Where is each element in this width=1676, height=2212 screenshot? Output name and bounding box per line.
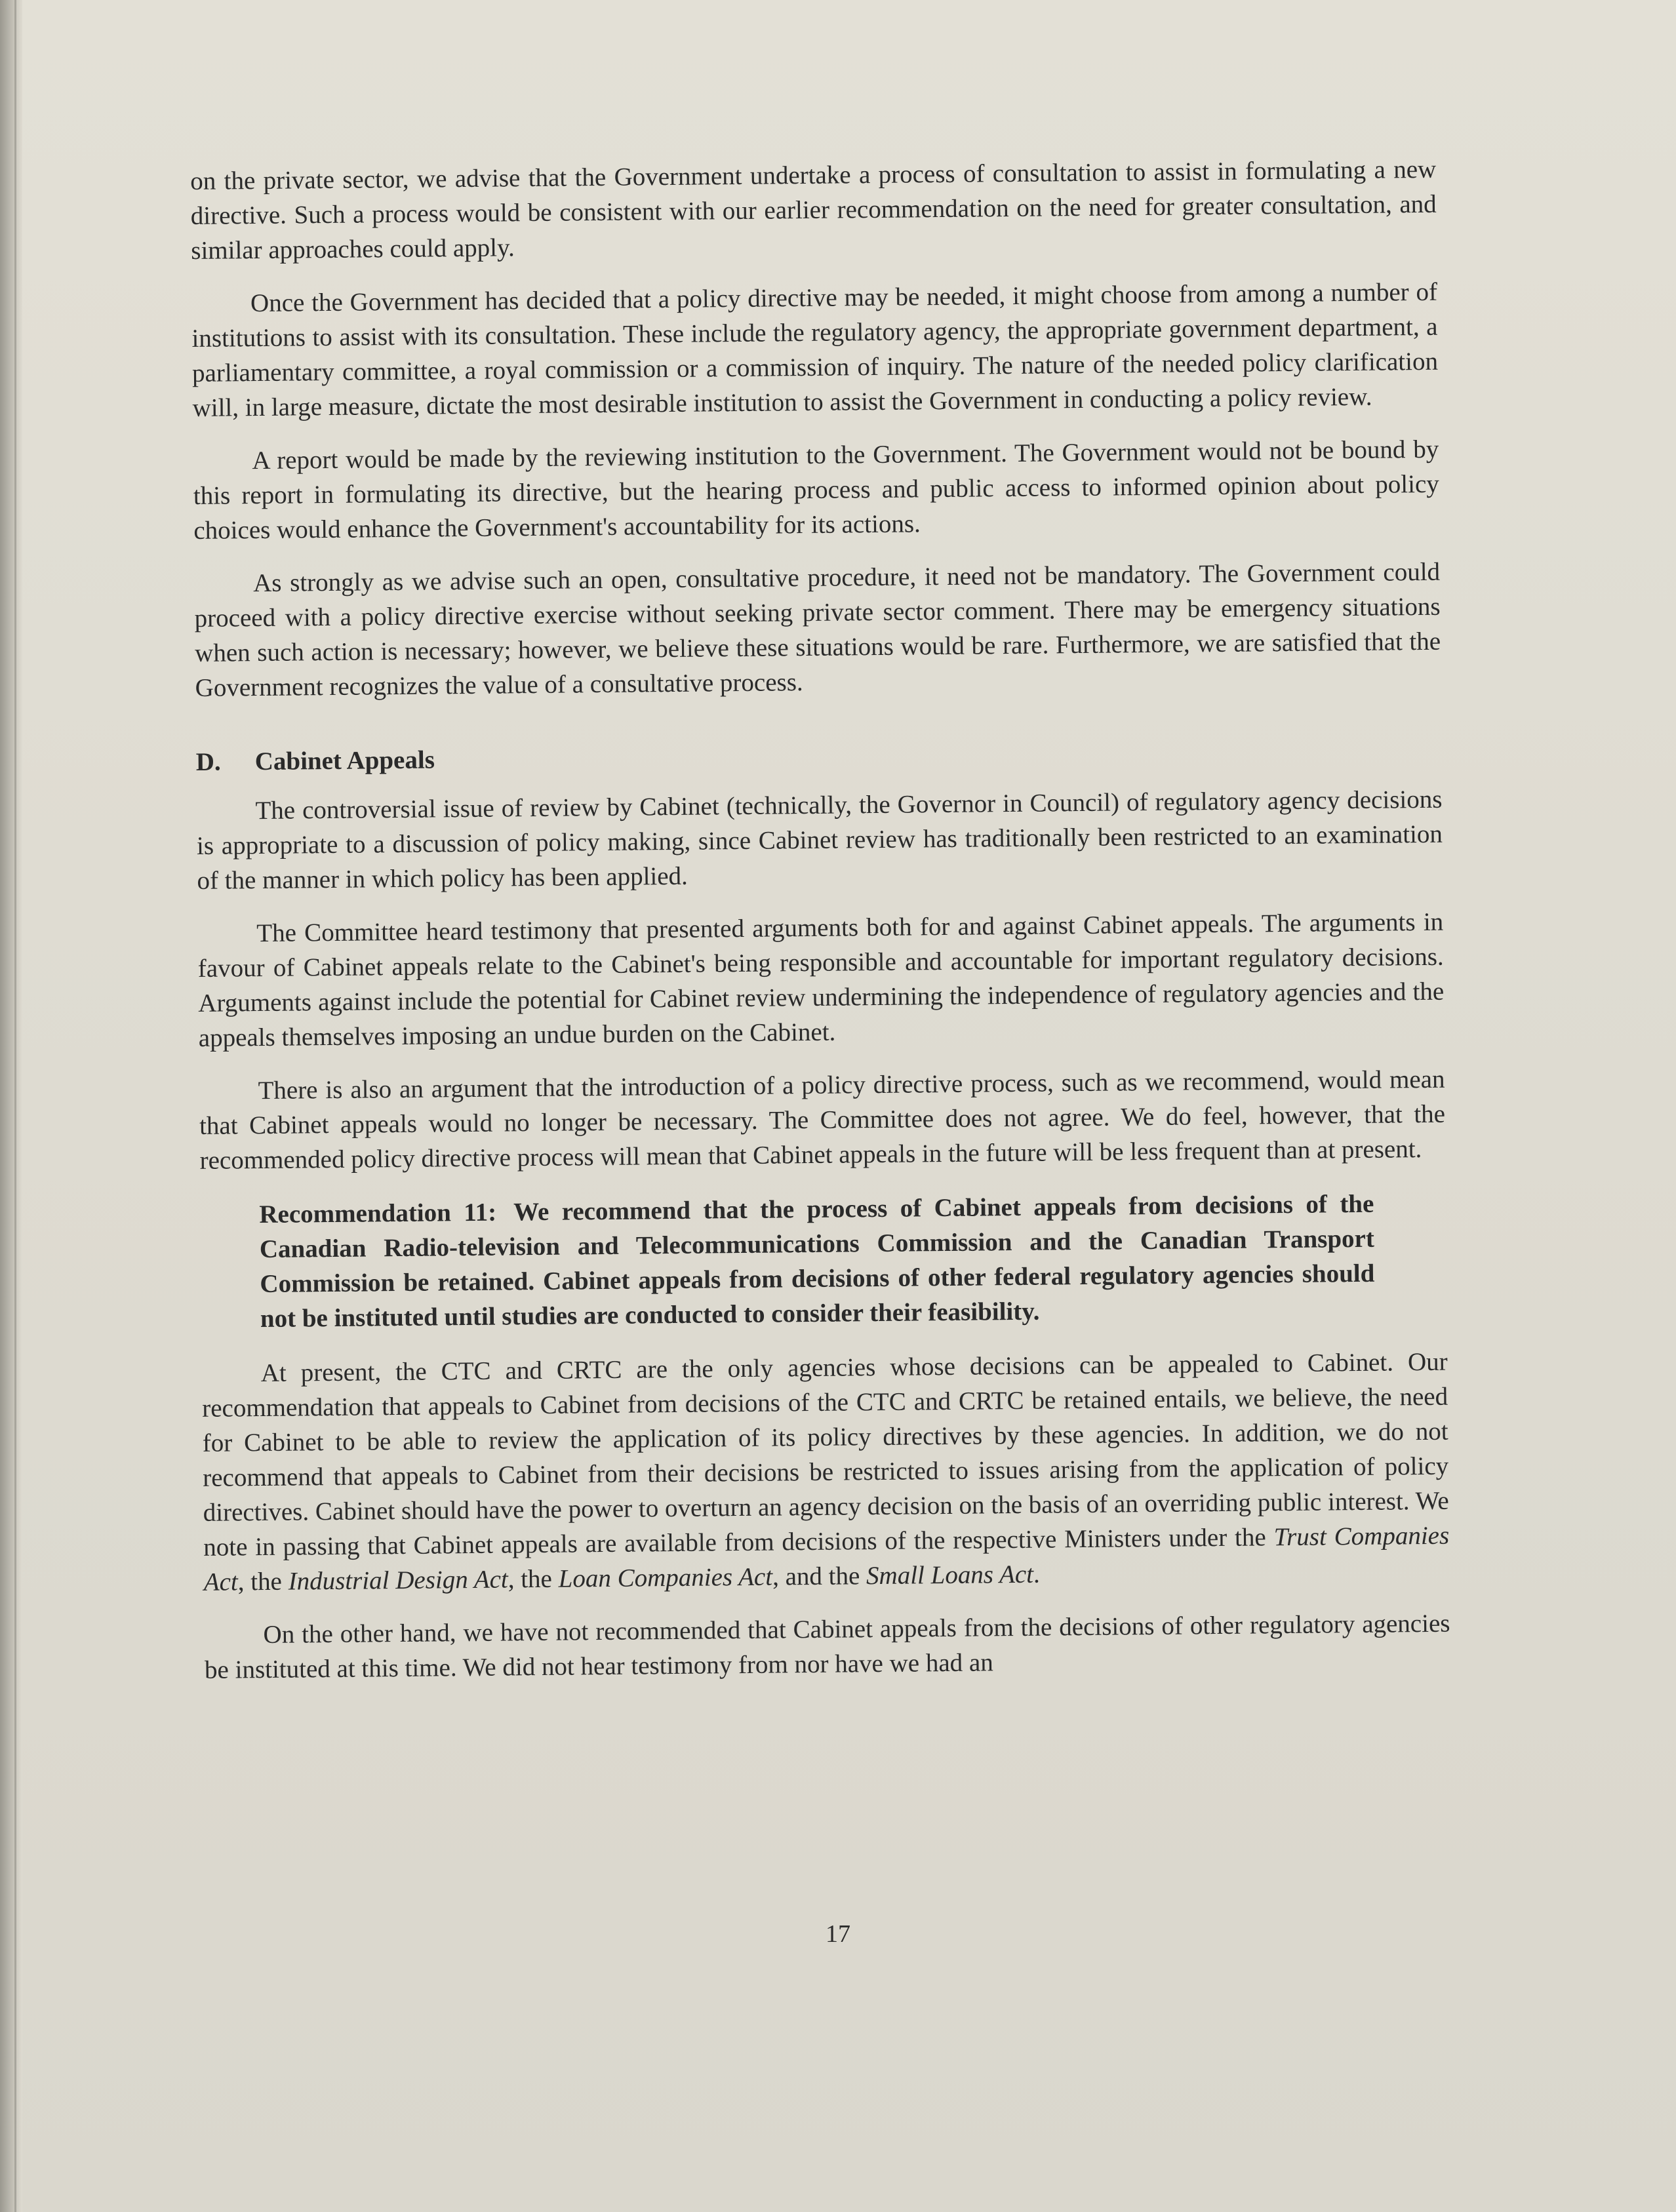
at-present-text: At present, the CTC and CRTC are the only agencies whose decisions can be appealed to Cabinet. Our recommendation that appeals to Cabinet from decisions of the CTC and CRTC be retained entails, we believe, the need for Cabinet to be able to review the application of its policy directives by these agencies. In addition, we do not recommend that appeals to Cabinet from their decisions be restricted to issues arising from the application of policy directives. Cabinet should have the power to overturn an agency decision on the basis of an overriding public interest. We note in passing that Cabinet appeals are available from decisions of the respective Ministers under the	[202, 1347, 1449, 1562]
section-heading	[196, 733, 1442, 780]
body-text	[190, 152, 1450, 1706]
section-title: Cabinet Appeals	[254, 745, 435, 776]
paragraph-consultative: As strongly as we advise such an open, consultative procedure, it need not be mandatory. The Government could proceed with a policy directive exercise without seeking private sector comment. There may be emergency situations when such action is necessary; however, we believe these situations would be rare. Furthermore, we are satisfied that the Government recognizes the value of a consultative process.	[194, 557, 1441, 702]
paragraph-testimony: The Committee heard testimony that presented arguments both for and against Cabinet appeals. The arguments in favour of Cabinet appeals relate to the Cabinet's being responsible and accountable for important regulatory decisions. Arguments against include the potential for Cabinet review undermining the independence of regulatory agencies and the appeals themselves imposing an undue burden on the Cabinet.	[197, 907, 1445, 1052]
recommendation-text: We recommend that the process of Cabinet appeals from decisions of the Canadian Radio-television and Telecommunications Commission and the Canadian Transport Commission be retained. Cabinet appeals from decisions of other federal regulatory agencies should not be instituted until studies are conducted to consider their feasibility.	[259, 1189, 1375, 1333]
recommendation-label: Recommendation 11:	[259, 1198, 497, 1229]
act-industrial-design: Industrial Design Act	[288, 1565, 508, 1596]
paragraph-continued: on the private sector, we advise that the Government undertake a process of consultation to assist in formulating a new directive. Such a process would be consistent with our earlier recommendation on the need for greater consultation, and similar approaches could apply.	[190, 155, 1437, 265]
binding-shadow-line	[14, 0, 16, 2212]
act-trust-companies: Trust Companies Act	[203, 1521, 1450, 1596]
page-number: 17	[826, 1920, 850, 1948]
paragraph-controversial: The controversial issue of review by Cabinet (technically, the Governor in Council) of regulatory agency decisions is appropriate to a discussion of policy making, since Cabinet review has traditionally been restricted to an examination of the manner in which policy has been applied.	[196, 785, 1443, 895]
act-small-loans: Small Loans Act	[866, 1560, 1034, 1590]
act-separator: , the	[237, 1567, 289, 1596]
section-number: D.	[195, 747, 221, 776]
paragraph-other-hand: On the other hand, we have not recommended that Cabinet appeals from the decisions of other regulatory agencies be instituted at this time. We did not hear testimony from nor have we had an	[204, 1609, 1450, 1684]
paragraph-institutions: Once the Government has decided that a policy directive may be needed, it might choose from among a number of institutions to assist with its consultation. These include the regulatory agency, the appropriate government department, a parliamentary committee, a royal commission or a commission of inquiry. The nature of the needed policy clarification will, in large measure, dictate the most desirable institution to assist the Government in conducting a policy review.	[191, 277, 1439, 422]
page-binding-edge	[0, 0, 22, 2212]
recommendation-block	[259, 1187, 1375, 1336]
paragraph-report: A report would be made by the reviewing institution to the Government. The Government would not be bound by this report in formulating its directive, but the hearing process and public access to informed opinion about policy choices would enhance the Government's accountability for its actions.	[193, 435, 1439, 545]
paragraph-argument: There is also an argument that the introduction of a policy directive process, such as we recommend, would mean that Cabinet appeals would no longer be necessary. The Committee does not agree. We do feel, however, that the recommended policy directive process will mean that Cabinet appeals in the future will be less frequent than at present.	[199, 1065, 1446, 1175]
act-loan-companies: Loan Companies Act	[558, 1562, 773, 1593]
sentence-end: .	[1033, 1560, 1040, 1589]
act-separator: , the	[508, 1564, 559, 1594]
paragraph-at-present	[201, 1345, 1449, 1600]
act-separator: , and the	[772, 1562, 867, 1591]
